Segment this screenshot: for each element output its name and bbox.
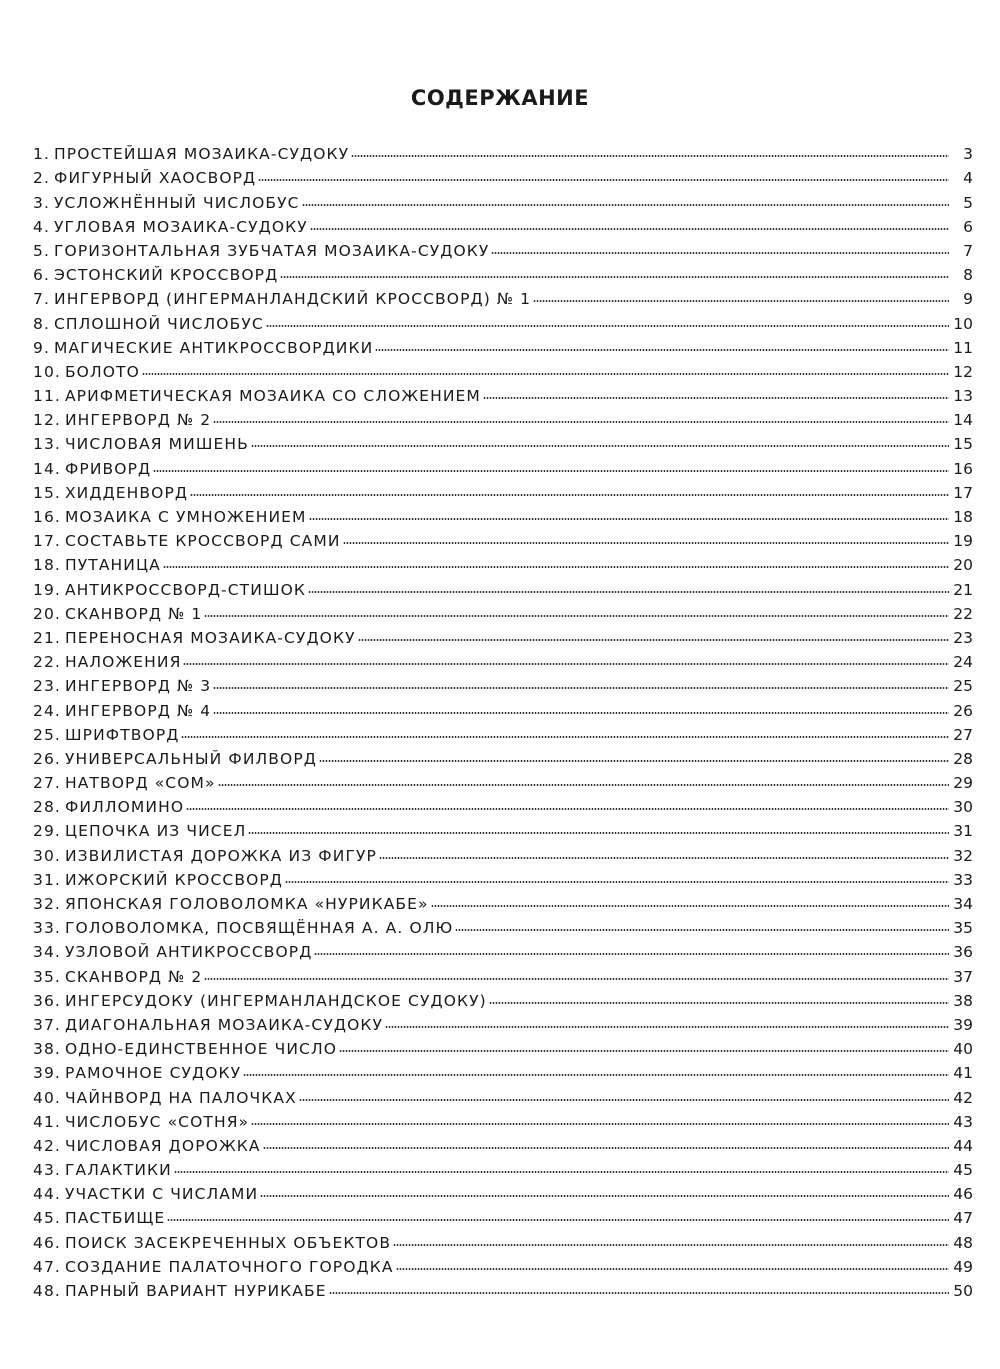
dot-leader [243, 1073, 949, 1077]
toc-entry[interactable] [33, 526, 973, 550]
toc-entry[interactable] [33, 986, 973, 1010]
dot-leader [142, 372, 949, 376]
toc-entry-title: СПЛОШНОЙ ЧИСЛОБУС [54, 314, 264, 333]
toc-entry-label [33, 1137, 263, 1155]
toc-entry-title: МОЗАИКА С УМНОЖЕНИЕМ [64, 508, 307, 526]
toc-entry[interactable] [33, 961, 973, 985]
toc-entry-page-number: 36 [953, 943, 973, 962]
dot-leader [183, 662, 949, 666]
toc-entry-number: 5. [33, 241, 50, 260]
toc-entry-label [33, 242, 491, 260]
toc-entry[interactable] [33, 502, 973, 526]
dot-leader [483, 396, 949, 400]
toc-entry-title: СОСТАВЬТЕ КРОССВОРД САМИ [64, 532, 341, 551]
toc-entry-title: СКАНВОРД № 2 [64, 967, 203, 986]
toc-entry-title: ШРИФТВОРД [64, 725, 180, 744]
toc-entry-page-number: 39 [953, 1015, 973, 1034]
dot-leader [533, 299, 949, 303]
dot-leader [358, 638, 949, 642]
toc-entry-page-number: 33 [953, 870, 973, 889]
toc-entry-number: 1. [33, 145, 50, 164]
toc-entry-label [33, 556, 163, 574]
table-of-contents [33, 139, 973, 1300]
toc-entry-page-number: 44 [953, 1136, 973, 1155]
toc-entry-number: 45. [33, 1209, 61, 1228]
toc-entry-page-number: 3 [963, 145, 973, 164]
toc-entry-page-number: 5 [963, 193, 973, 212]
toc-entry-number: 25. [33, 725, 61, 744]
toc-entry-page-number: 38 [953, 991, 973, 1010]
toc-entry-title: ЭСТОНСКИЙ КРОССВОРД [54, 266, 279, 285]
toc-entry[interactable] [33, 405, 973, 429]
toc-entry-title: СОЗДАНИЕ ПАЛАТОЧНОГО ГОРОДКА [64, 1257, 394, 1276]
toc-entry-label [33, 1040, 339, 1058]
dot-leader [181, 735, 949, 739]
toc-entry-label [33, 1113, 251, 1131]
toc-entry-page-number: 22 [953, 604, 973, 623]
dot-leader [431, 904, 949, 908]
toc-entry-label [33, 387, 483, 405]
toc-entry-title: ГАЛАКТИКИ [64, 1161, 172, 1180]
toc-entry-label [33, 581, 308, 599]
toc-entry-page-number: 24 [953, 653, 973, 672]
dot-leader [213, 420, 949, 424]
toc-entry[interactable] [33, 1082, 973, 1106]
toc-entry-number: 32. [33, 895, 61, 913]
dot-leader [204, 614, 949, 618]
toc-entry-label [33, 508, 309, 526]
dot-leader [302, 203, 949, 207]
toc-entry-page-number: 31 [953, 822, 973, 841]
toc-entry-label [33, 1258, 396, 1276]
toc-entry-page-number: 32 [953, 846, 973, 865]
toc-entry-number: 18. [33, 556, 61, 575]
toc-entry[interactable] [33, 187, 973, 211]
toc-entry-title: ПАСТБИЩЕ [64, 1209, 166, 1228]
dot-leader [491, 251, 949, 255]
toc-entry-number: 11. [33, 387, 61, 406]
toc-entry-label [33, 629, 358, 647]
toc-entry[interactable] [33, 429, 973, 453]
toc-entry-page-number: 46 [953, 1185, 973, 1204]
toc-entry-number: 30. [33, 846, 61, 865]
toc-entry-title: ИНГЕРСУДОКУ (ИНГЕРМАНЛАНДСКОЕ СУДОКУ) [64, 991, 487, 1010]
toc-entry[interactable] [33, 139, 973, 163]
toc-entry[interactable] [33, 1010, 973, 1034]
toc-entry-label [33, 339, 375, 357]
toc-entry[interactable] [33, 550, 973, 574]
toc-entry-label [33, 653, 183, 671]
toc-entry[interactable] [33, 1058, 973, 1082]
toc-entry-label [33, 1089, 299, 1107]
toc-entry-title: ИНГЕРВОРД № 3 [64, 677, 212, 696]
toc-entry-number: 20. [33, 604, 61, 623]
toc-entry-title: УСЛОЖНЁННЫЙ ЧИСЛОБУС [54, 193, 300, 212]
toc-entry-page-number: 30 [953, 798, 973, 817]
dot-leader [319, 759, 949, 763]
toc-entry-number: 34. [33, 943, 61, 962]
toc-entry-page-number: 23 [953, 628, 973, 647]
toc-entry-page-number: 47 [953, 1209, 973, 1228]
dot-leader [393, 1243, 949, 1247]
toc-entry-number: 31. [33, 870, 61, 889]
toc-entry-page-number: 45 [953, 1161, 973, 1180]
toc-entry-title: УЗЛОВОЙ АНТИКРОССВОРД [64, 943, 313, 962]
toc-entry-page-number: 42 [953, 1088, 973, 1107]
toc-entry-title: ЧАЙНВОРД НА ПАЛОЧКАХ [64, 1088, 297, 1107]
toc-entry-page-number: 11 [953, 338, 973, 357]
toc-entry-label [33, 677, 213, 695]
dot-leader [190, 493, 949, 497]
toc-entry-number: 6. [33, 266, 50, 285]
dot-leader [385, 1025, 949, 1029]
toc-entry-number: 46. [33, 1233, 61, 1252]
toc-entry[interactable] [33, 381, 973, 405]
toc-entry[interactable] [33, 816, 973, 840]
dot-leader [375, 348, 949, 352]
toc-entry-page-number: 8 [963, 266, 973, 285]
dot-leader [314, 952, 949, 956]
dot-leader [396, 1267, 949, 1271]
toc-entry-title: ПЕРЕНОСНАЯ МОЗАИКА-СУДОКУ [64, 628, 356, 647]
dot-leader [186, 807, 949, 811]
toc-entry-page-number: 28 [953, 749, 973, 768]
toc-entry-page-number: 50 [953, 1282, 973, 1300]
toc-entry-label [33, 315, 266, 333]
toc-entry[interactable] [33, 1107, 973, 1131]
toc-entry-number: 13. [33, 435, 61, 454]
toc-entry-title: ИНГЕРВОРД № 4 [64, 701, 212, 720]
toc-entry-number: 14. [33, 459, 61, 478]
toc-entry[interactable] [33, 865, 973, 889]
toc-entry-number: 43. [33, 1161, 61, 1180]
toc-entry-number: 22. [33, 653, 61, 672]
toc-entry-number: 26. [33, 749, 61, 768]
toc-entry-number: 44. [33, 1185, 61, 1204]
toc-entry-number: 7. [33, 290, 50, 309]
toc-entry-title: ФИЛЛОМИНО [64, 798, 185, 817]
dot-leader [455, 928, 949, 932]
dot-leader [258, 178, 949, 182]
dot-leader [218, 783, 949, 787]
toc-entry-title: ПРОСТЕЙШАЯ МОЗАИКА-СУДОКУ [54, 145, 350, 164]
toc-entry[interactable] [33, 453, 973, 477]
toc-entry[interactable] [33, 1203, 973, 1227]
toc-entry-label [33, 1185, 260, 1203]
toc-entry[interactable] [33, 840, 973, 864]
toc-entry-label [33, 702, 213, 720]
toc-entry-label [33, 532, 343, 550]
toc-entry-page-number: 17 [953, 483, 973, 502]
toc-entry-number: 17. [33, 532, 61, 551]
toc-entry-page-number: 12 [953, 362, 973, 381]
dot-leader [260, 1194, 949, 1198]
dot-leader [280, 275, 949, 279]
page-title: СОДЕРЖАНИЕ [410, 86, 590, 110]
toc-entry-number: 23. [33, 677, 61, 696]
toc-entry-label [33, 992, 489, 1010]
dot-leader [153, 469, 949, 473]
toc-entry-number: 41. [33, 1112, 61, 1131]
toc-entry-number: 15. [33, 483, 61, 502]
toc-entry-number: 19. [33, 580, 61, 599]
dot-leader [251, 1122, 949, 1126]
toc-entry-label [33, 605, 204, 623]
dot-leader [379, 856, 949, 860]
dot-leader [167, 1218, 949, 1222]
toc-entry-number: 29. [33, 822, 61, 841]
toc-entry[interactable] [33, 671, 973, 695]
toc-entry-title: АРИФМЕТИЧЕСКАЯ МОЗАИКА СО СЛОЖЕНИЕМ [64, 387, 481, 406]
toc-entry-title: ФРИВОРД [64, 459, 152, 478]
toc-entry[interactable] [33, 308, 973, 332]
dot-leader [213, 686, 949, 690]
toc-entry-number: 28. [33, 798, 61, 817]
toc-entry[interactable] [33, 744, 973, 768]
toc-entry[interactable] [33, 1252, 973, 1276]
toc-entry-title: АНТИКРОССВОРД-СТИШОК [64, 580, 307, 599]
toc-entry-label [33, 460, 153, 478]
toc-entry[interactable] [33, 1131, 973, 1155]
toc-entry-label [33, 435, 251, 453]
toc-entry-label [33, 1234, 393, 1252]
dot-leader [263, 1146, 949, 1150]
toc-entry[interactable] [33, 333, 973, 357]
toc-entry-label [33, 266, 280, 284]
toc-entry-label [33, 774, 218, 792]
toc-entry-page-number: 4 [963, 169, 973, 188]
toc-entry-title: БОЛОТО [64, 362, 140, 381]
toc-entry[interactable] [33, 212, 973, 236]
toc-entry-label [33, 726, 181, 744]
toc-entry-title: ГОРИЗОНТАЛЬНАЯ ЗУБЧАТАЯ МОЗАИКА-СУДОКУ [54, 241, 490, 260]
toc-entry-label [33, 943, 314, 961]
toc-entry-label [33, 822, 248, 840]
toc-entry-number: 37. [33, 1015, 61, 1034]
toc-entry-number: 2. [33, 169, 50, 188]
toc-entry-label [33, 169, 258, 187]
toc-entry-number: 47. [33, 1257, 61, 1276]
toc-entry-label [33, 363, 142, 381]
toc-entry-page-number: 19 [953, 532, 973, 551]
toc-entry-title: НАЛОЖЕНИЯ [64, 653, 182, 672]
toc-entry-label [33, 1282, 329, 1300]
toc-entry-number: 39. [33, 1064, 61, 1083]
toc-entry[interactable] [33, 768, 973, 792]
toc-entry[interactable] [33, 1155, 973, 1179]
toc-entry-number: 38. [33, 1040, 61, 1059]
dot-leader [163, 565, 949, 569]
toc-entry-title: ЦЕПОЧКА ИЗ ЧИСЕЛ [64, 822, 247, 841]
toc-entry-number: 24. [33, 701, 61, 720]
toc-entry-page-number: 18 [953, 508, 973, 526]
toc-entry-label [33, 871, 285, 889]
toc-entry-page-number: 6 [963, 217, 973, 236]
toc-entry-number: 35. [33, 967, 61, 986]
toc-entry-number: 48. [33, 1282, 61, 1300]
toc-entry-label [33, 411, 213, 429]
toc-entry-title: ИЖОРСКИЙ КРОССВОРД [64, 870, 284, 889]
toc-entry-label [33, 194, 302, 212]
toc-entry[interactable] [33, 889, 973, 913]
toc-entry-label [33, 895, 431, 913]
toc-entry-title: ЧИСЛОВАЯ МИШЕНЬ [64, 435, 249, 454]
dot-leader [339, 1049, 949, 1053]
dot-leader [310, 227, 949, 231]
toc-entry-page-number: 34 [953, 895, 973, 913]
toc-entry-label [33, 847, 379, 865]
toc-entry-page-number: 15 [953, 435, 973, 454]
dot-leader [299, 1098, 949, 1102]
toc-entry-number: 10. [33, 362, 61, 381]
dot-leader [343, 541, 949, 545]
toc-entry-page-number: 21 [953, 580, 973, 599]
toc-entry-number: 4. [33, 217, 50, 236]
toc-entry-title: ИЗВИЛИСТАЯ ДОРОЖКА ИЗ ФИГУР [64, 846, 377, 865]
toc-entry-title: ПАРНЫЙ ВАРИАНТ НУРИКАБЕ [64, 1282, 327, 1300]
toc-entry-title: ЯПОНСКАЯ ГОЛОВОЛОМКА «НУРИКАБЕ» [64, 895, 429, 913]
toc-entry[interactable] [33, 1034, 973, 1058]
toc-entry-label [33, 145, 351, 163]
toc-entry-page-number: 10 [953, 314, 973, 333]
toc-entry[interactable] [33, 1276, 973, 1300]
toc-entry-title: ГОЛОВОЛОМКА, ПОСВЯЩЁННАЯ А. А. ОЛЮ [64, 919, 454, 938]
dot-leader [248, 831, 949, 835]
toc-entry-page-number: 37 [953, 967, 973, 986]
toc-entry-label [33, 919, 455, 937]
toc-entry[interactable] [33, 792, 973, 816]
toc-entry-label [33, 1064, 243, 1082]
toc-entry-title: УНИВЕРСАЛЬНЫЙ ФИЛВОРД [64, 749, 317, 768]
toc-entry[interactable] [33, 478, 973, 502]
toc-entry-page-number: 41 [953, 1064, 973, 1083]
toc-entry-page-number: 35 [953, 919, 973, 938]
toc-entry-page-number: 20 [953, 556, 973, 575]
toc-entry-page-number: 13 [953, 387, 973, 406]
toc-entry-title: ИНГЕРВОРД (ИНГЕРМАНЛАНДСКИЙ КРОССВОРД) № 1 [54, 290, 532, 309]
toc-entry-title: ЧИСЛОБУС «СОТНЯ» [64, 1112, 250, 1131]
toc-entry-title: ЧИСЛОВАЯ ДОРОЖКА [64, 1136, 261, 1155]
toc-entry-page-number: 43 [953, 1112, 973, 1131]
toc-entry-label [33, 1209, 167, 1227]
toc-entry-title: ФИГУРНЫЙ ХАОСВОРД [54, 169, 257, 188]
toc-entry-label [33, 290, 533, 308]
toc-entry[interactable] [33, 720, 973, 744]
toc-entry[interactable] [33, 1227, 973, 1251]
dot-leader [489, 1001, 949, 1005]
toc-entry-title: ПОИСК ЗАСЕКРЕЧЕННЫХ ОБЪЕКТОВ [64, 1233, 392, 1252]
toc-entry-title: РАМОЧНОЕ СУДОКУ [64, 1064, 242, 1083]
toc-entry-title: ХИДДЕНВОРД [64, 483, 189, 502]
toc-entry-page-number: 27 [953, 725, 973, 744]
toc-entry-title: ПУТАНИЦА [64, 556, 161, 575]
toc-entry-page-number: 49 [953, 1257, 973, 1276]
toc-entry[interactable] [33, 284, 973, 308]
toc-entry-title: СКАНВОРД № 1 [64, 604, 203, 623]
toc-entry-number: 8. [33, 314, 50, 333]
toc-entry-label [33, 1016, 385, 1034]
toc-entry-label [33, 968, 204, 986]
toc-entry[interactable] [33, 1179, 973, 1203]
toc-entry-number: 27. [33, 774, 61, 793]
dot-leader [285, 880, 949, 884]
toc-entry[interactable] [33, 647, 973, 671]
dot-leader [308, 590, 949, 594]
toc-entry-label [33, 218, 310, 236]
toc-entry-number: 36. [33, 991, 61, 1010]
toc-entry-number: 3. [33, 193, 50, 212]
toc-entry-page-number: 40 [953, 1040, 973, 1059]
dot-leader [329, 1291, 949, 1295]
toc-entry-page-number: 29 [953, 774, 973, 793]
toc-entry[interactable] [33, 695, 973, 719]
toc-entry-label [33, 798, 186, 816]
toc-entry[interactable] [33, 163, 973, 187]
toc-entry[interactable] [33, 913, 973, 937]
dot-leader [351, 154, 949, 158]
toc-entry-number: 33. [33, 919, 61, 938]
dot-leader [251, 444, 949, 448]
toc-entry-label [33, 1161, 174, 1179]
toc-entry-number: 12. [33, 411, 61, 430]
toc-entry-number: 16. [33, 508, 61, 526]
toc-entry[interactable] [33, 937, 973, 961]
dot-leader [204, 977, 949, 981]
toc-entry-page-number: 26 [953, 701, 973, 720]
toc-entry-number: 21. [33, 628, 61, 647]
dot-leader [266, 324, 949, 328]
toc-entry-title: ИНГЕРВОРД № 2 [64, 411, 212, 430]
toc-entry[interactable] [33, 260, 973, 284]
toc-entry[interactable] [33, 357, 973, 381]
toc-entry-number: 42. [33, 1136, 61, 1155]
toc-entry[interactable] [33, 236, 973, 260]
toc-entry-number: 9. [33, 338, 50, 357]
toc-entry[interactable] [33, 574, 973, 598]
toc-entry-page-number: 9 [963, 290, 973, 309]
toc-entry-page-number: 7 [963, 241, 973, 260]
toc-entry-number: 40. [33, 1088, 61, 1107]
toc-entry-label [33, 750, 319, 768]
toc-entry[interactable] [33, 623, 973, 647]
toc-entry-page-number: 48 [953, 1233, 973, 1252]
toc-entry[interactable] [33, 599, 973, 623]
toc-entry-title: ОДНО-ЕДИНСТВЕННОЕ ЧИСЛО [64, 1040, 338, 1059]
toc-entry-page-number: 16 [953, 459, 973, 478]
toc-entry-title: УГЛОВАЯ МОЗАИКА-СУДОКУ [54, 217, 308, 236]
toc-entry-title: НАТВОРД «СОМ» [64, 774, 216, 793]
dot-leader [309, 517, 949, 521]
toc-entry-title: МАГИЧЕСКИЕ АНТИКРОССВОРДИКИ [54, 338, 374, 357]
toc-entry-title: УЧАСТКИ С ЧИСЛАМИ [64, 1185, 259, 1204]
toc-entry-label [33, 484, 190, 502]
toc-entry-title: ДИАГОНАЛЬНАЯ МОЗАИКА-СУДОКУ [64, 1015, 384, 1034]
dot-leader [174, 1170, 949, 1174]
dot-leader [213, 711, 949, 715]
toc-entry-page-number: 14 [953, 411, 973, 430]
toc-entry-page-number: 25 [953, 677, 973, 696]
